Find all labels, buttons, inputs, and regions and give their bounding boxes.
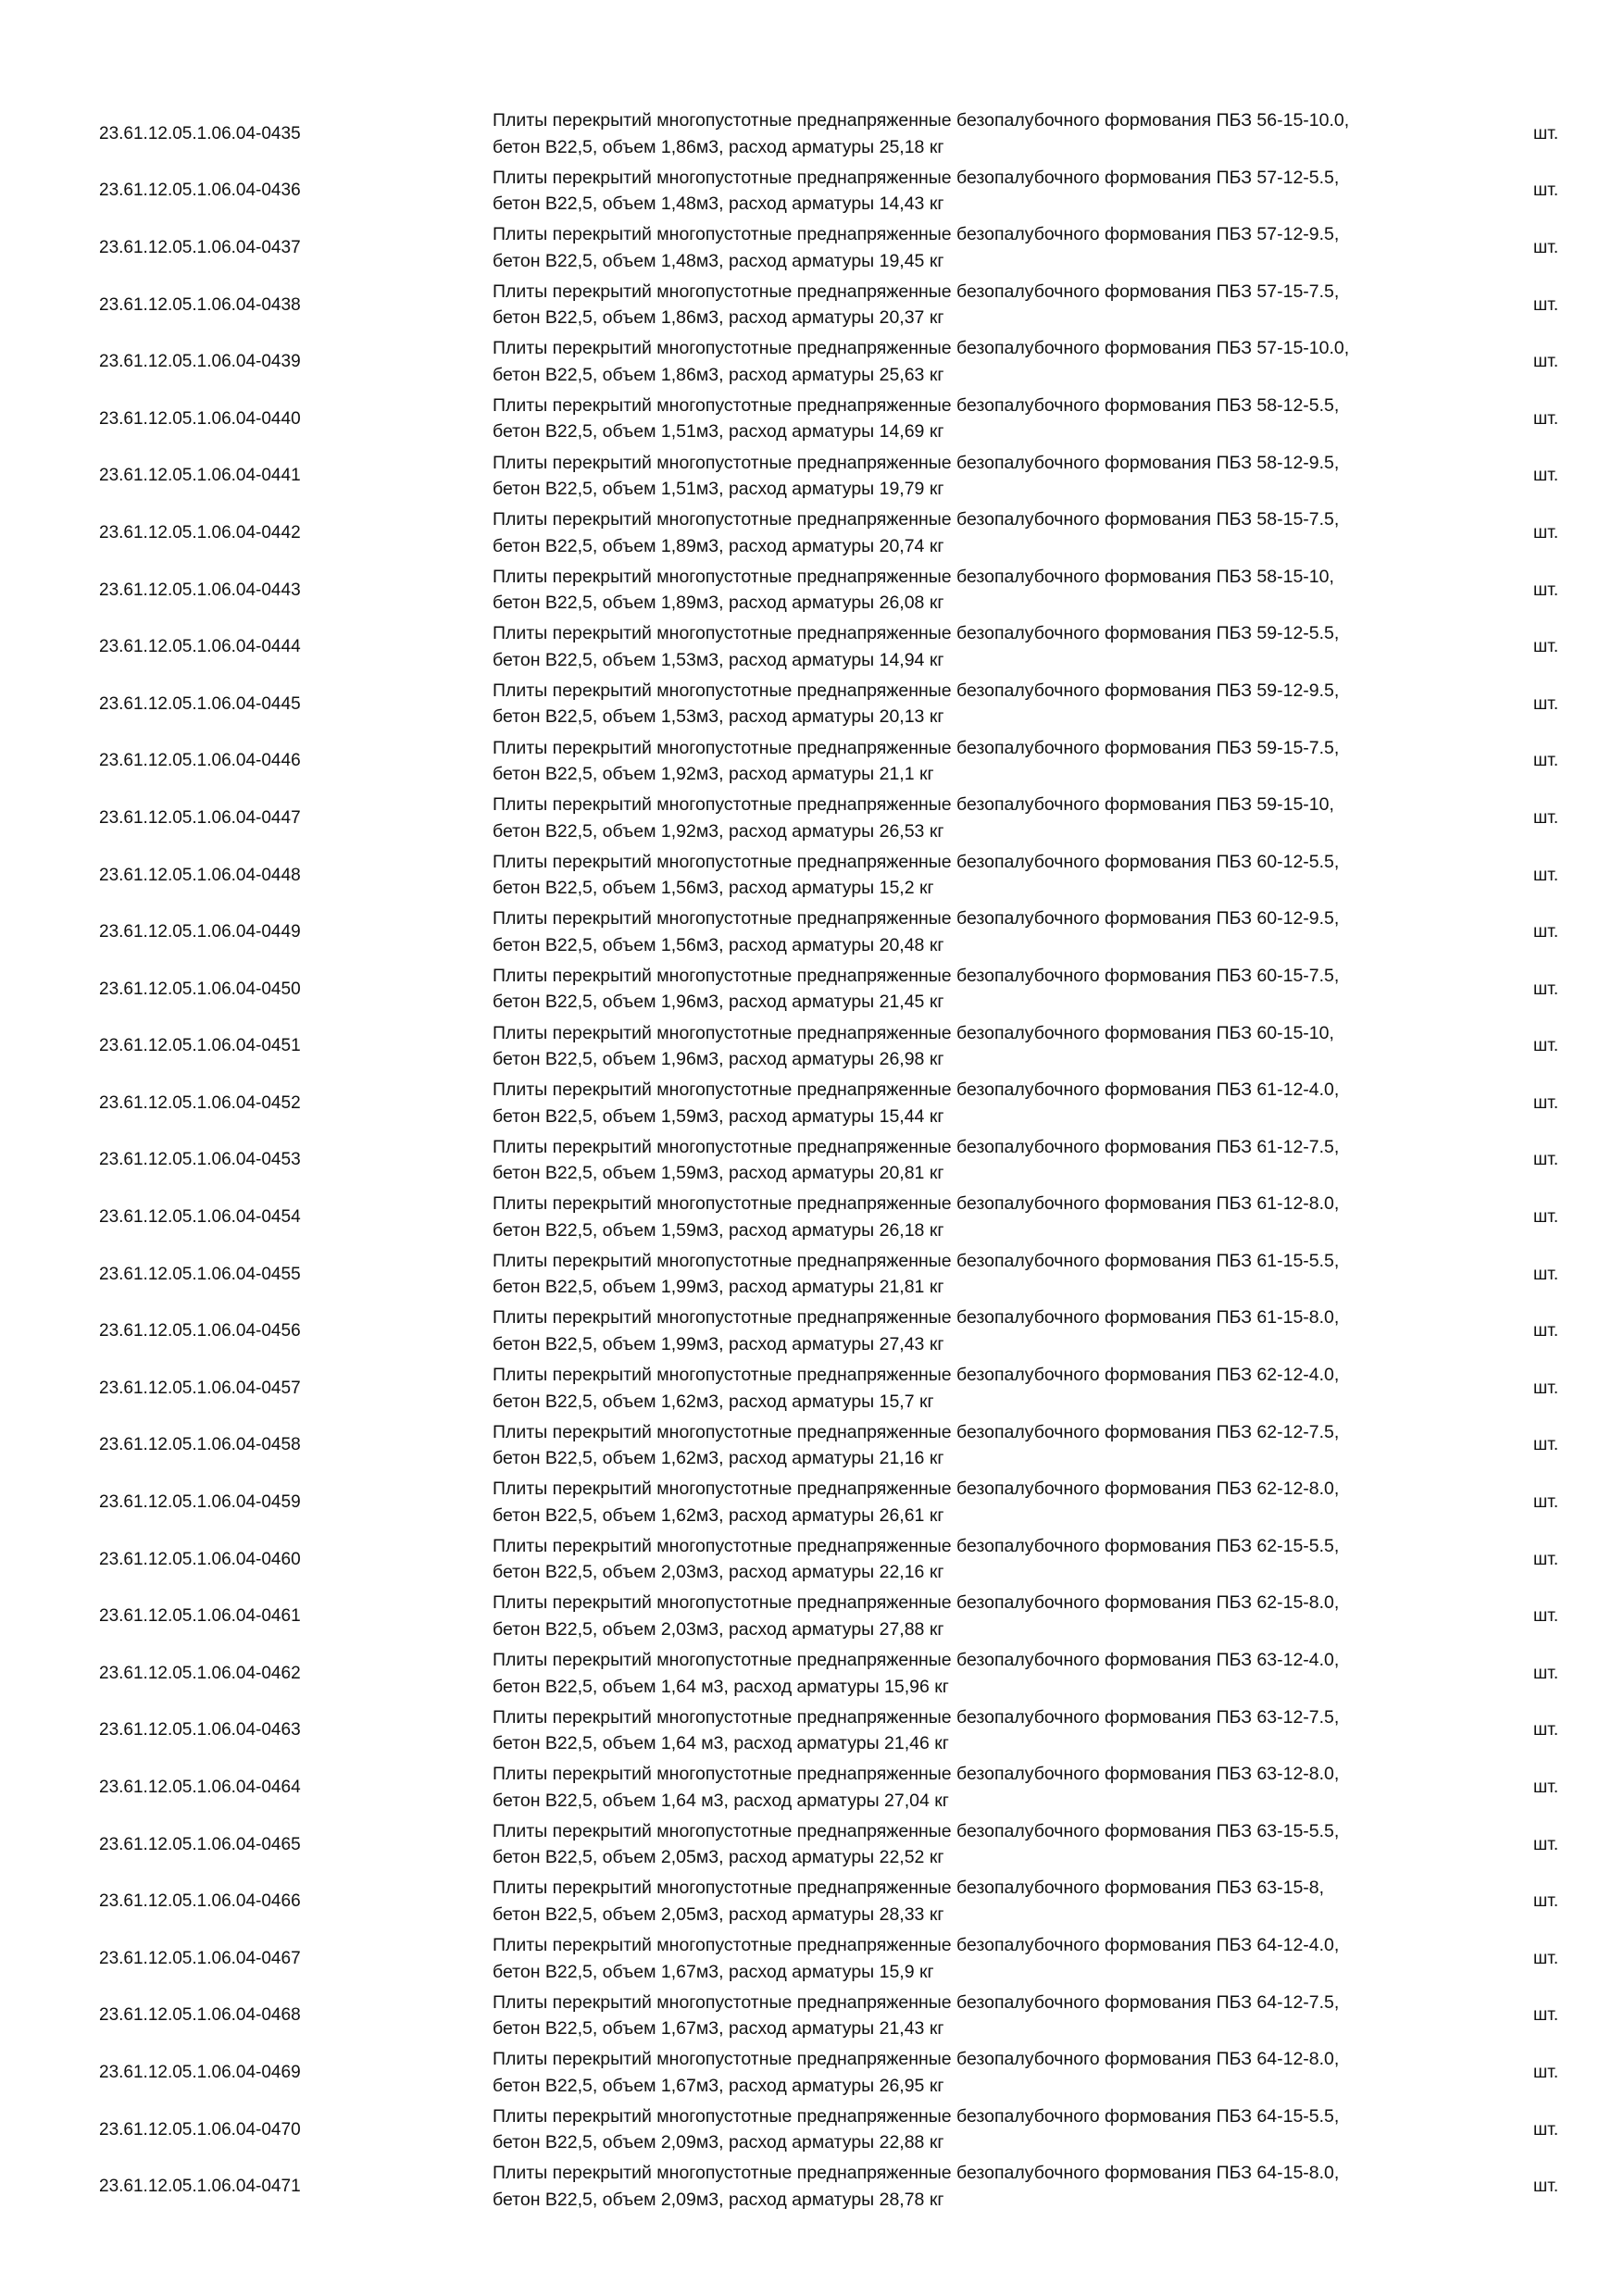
description-line-2: бетон В22,5, объем 1,48м3, расход арматуры 14,43 кг <box>493 193 944 215</box>
item-code: 23.61.12.05.1.06.04-0460 <box>99 1549 301 1569</box>
item-unit: шт. <box>1533 2005 1559 2026</box>
description-line-2: бетон В22,5, объем 1,64 м3, расход арматуры 27,04 кг <box>493 1790 949 1811</box>
item-unit: шт. <box>1533 1092 1559 1113</box>
table-row <box>0 1360 1624 1417</box>
item-description <box>493 1990 1493 2042</box>
description-line-2: бетон В22,5, объем 2,09м3, расход арматуры 28,78 кг <box>493 2189 944 2210</box>
item-code: 23.61.12.05.1.06.04-0464 <box>99 1778 301 1798</box>
item-unit: шт. <box>1533 181 1559 201</box>
item-description <box>493 450 1493 503</box>
table-row <box>0 448 1624 505</box>
description-line-1: Плиты перекрытий многопустотные преднапряженные безопалубочного формования ПБЗ 63-12-7.5, <box>493 1706 1340 1728</box>
table-row <box>0 277 1624 334</box>
description-line-2: бетон В22,5, объем 1,48м3, расход арматуры 19,45 кг <box>493 250 944 271</box>
description-line-2: бетон В22,5, объем 1,51м3, расход арматуры 19,79 кг <box>493 479 944 500</box>
description-line-2: бетон В22,5, объем 1,99м3, расход арматуры 21,81 кг <box>493 1277 944 1298</box>
description-line-1: Плиты перекрытий многопустотные преднапряженные безопалубочного формования ПБЗ 60-12-5.5, <box>493 851 1340 872</box>
item-unit: шт. <box>1533 979 1559 999</box>
item-description <box>493 1248 1493 1301</box>
item-unit: шт. <box>1533 2062 1559 2082</box>
item-unit: шт. <box>1533 693 1559 714</box>
item-description <box>493 1020 1493 1073</box>
description-line-1: Плиты перекрытий многопустотные преднапряженные безопалубочного формования ПБЗ 64-12-4.0, <box>493 1935 1340 1955</box>
description-line-1: Плиты перекрытий многопустотные преднапряженные безопалубочного формования ПБЗ 61-12-8.0, <box>493 1193 1340 1215</box>
table-row <box>0 2044 1624 2102</box>
item-unit: шт. <box>1533 123 1559 144</box>
item-unit: шт. <box>1533 1663 1559 1683</box>
item-code: 23.61.12.05.1.06.04-0468 <box>99 2005 301 2026</box>
table-row <box>0 333 1624 391</box>
table-row <box>0 904 1624 961</box>
item-unit: шт. <box>1533 1948 1559 1968</box>
table-row <box>0 1075 1624 1132</box>
item-description <box>493 506 1493 559</box>
item-code: 23.61.12.05.1.06.04-0440 <box>99 408 301 429</box>
item-description <box>493 678 1493 730</box>
description-line-2: бетон В22,5, объем 1,86м3, расход арматуры 25,18 кг <box>493 136 944 157</box>
item-description <box>493 2046 1493 2099</box>
description-line-1: Плиты перекрытий многопустотные преднапряженные безопалубочного формования ПБЗ 59-12-9.5, <box>493 680 1340 701</box>
description-line-1: Плиты перекрытий многопустотные преднапряженные безопалубочного формования ПБЗ 64-15-8.0, <box>493 2163 1340 2184</box>
description-line-2: бетон В22,5, объем 1,62м3, расход арматуры 21,16 кг <box>493 1448 944 1469</box>
item-description <box>493 905 1493 958</box>
table-row <box>0 1816 1624 1874</box>
description-line-1: Плиты перекрытий многопустотные преднапряженные безопалубочного формования ПБЗ 62-15-5.5, <box>493 1535 1340 1556</box>
table-row <box>0 790 1624 847</box>
item-description <box>493 1761 1493 1814</box>
item-unit: шт. <box>1533 865 1559 885</box>
description-line-1: Плиты перекрытий многопустотные преднапряженные безопалубочного формования ПБЗ 59-12-5.5, <box>493 623 1340 644</box>
description-line-1: Плиты перекрытий многопустотные преднапряженные безопалубочного формования ПБЗ 61-12-4.0, <box>493 1079 1340 1101</box>
description-line-1: Плиты перекрытий многопустотные преднапряженные безопалубочного формования ПБЗ 59-15-7.5, <box>493 737 1340 758</box>
item-code: 23.61.12.05.1.06.04-0470 <box>99 2119 301 2140</box>
item-code: 23.61.12.05.1.06.04-0453 <box>99 1150 301 1170</box>
table-row <box>0 1873 1624 1930</box>
table-row <box>0 1759 1624 1816</box>
description-line-2: бетон В22,5, объем 1,86м3, расход арматуры 25,63 кг <box>493 364 944 385</box>
table-row <box>0 1417 1624 1475</box>
description-line-1: Плиты перекрытий многопустотные преднапряженные безопалубочного формования ПБЗ 58-12-9.5, <box>493 452 1340 473</box>
item-code: 23.61.12.05.1.06.04-0450 <box>99 979 301 999</box>
item-unit: шт. <box>1533 2119 1559 2140</box>
description-line-1: Плиты перекрытий многопустотные преднапряженные безопалубочного формования ПБЗ 57-15-7.5, <box>493 281 1340 302</box>
table-row <box>0 1132 1624 1190</box>
description-line-2: бетон В22,5, объем 2,09м3, расход арматуры 22,88 кг <box>493 2132 944 2153</box>
description-line-2: бетон В22,5, объем 1,53м3, расход арматуры 20,13 кг <box>493 706 944 728</box>
item-code: 23.61.12.05.1.06.04-0452 <box>99 1092 301 1113</box>
item-unit: шт. <box>1533 1321 1559 1341</box>
table-row <box>0 1303 1624 1360</box>
table-row <box>0 733 1624 791</box>
item-unit: шт. <box>1533 1778 1559 1798</box>
item-description <box>493 1476 1493 1529</box>
description-line-1: Плиты перекрытий многопустотные преднапряженные безопалубочного формования ПБЗ 59-15-10, <box>493 794 1334 816</box>
description-line-1: Плиты перекрытий многопустотные преднапряженные безопалубочного формования ПБЗ 58-15-7.5, <box>493 509 1340 530</box>
item-unit: шт. <box>1533 1834 1559 1854</box>
description-line-1: Плиты перекрытий многопустотные преднапряженные безопалубочного формования ПБЗ 64-12-7.5, <box>493 1991 1340 2013</box>
table-row <box>0 2102 1624 2159</box>
item-unit: шт. <box>1533 237 1559 257</box>
item-description <box>493 849 1493 902</box>
description-line-1: Плиты перекрытий многопустотные преднапряженные безопалубочного формования ПБЗ 57-12-5.5, <box>493 167 1340 188</box>
item-code: 23.61.12.05.1.06.04-0456 <box>99 1321 301 1341</box>
description-line-2: бетон В22,5, объем 1,53м3, расход арматуры 14,94 кг <box>493 649 944 670</box>
item-unit: шт. <box>1533 1492 1559 1513</box>
description-line-2: бетон В22,5, объем 1,67м3, расход арматуры 21,43 кг <box>493 2018 944 2040</box>
description-line-2: бетон В22,5, объем 1,62м3, расход арматуры 26,61 кг <box>493 1504 944 1526</box>
description-line-2: бетон В22,5, объем 1,92м3, расход арматуры 26,53 кг <box>493 820 944 842</box>
item-description <box>493 1932 1493 1985</box>
description-line-2: бетон В22,5, объем 1,89м3, расход арматуры 26,08 кг <box>493 593 944 614</box>
description-line-2: бетон В22,5, объем 1,51м3, расход арматуры 14,69 кг <box>493 421 944 443</box>
item-code: 23.61.12.05.1.06.04-0467 <box>99 1948 301 1968</box>
item-unit: шт. <box>1533 922 1559 942</box>
item-description <box>493 735 1493 788</box>
item-unit: шт. <box>1533 751 1559 771</box>
table-row <box>0 163 1624 220</box>
item-code: 23.61.12.05.1.06.04-0449 <box>99 922 301 942</box>
item-unit: шт. <box>1533 1435 1559 1455</box>
item-description <box>493 279 1493 331</box>
description-line-2: бетон В22,5, объем 1,59м3, расход арматуры 26,18 кг <box>493 1219 944 1241</box>
item-code: 23.61.12.05.1.06.04-0458 <box>99 1435 301 1455</box>
table-row <box>0 562 1624 619</box>
item-unit: шт. <box>1533 1207 1559 1228</box>
description-line-1: Плиты перекрытий многопустотные преднапряженные безопалубочного формования ПБЗ 63-12-8.0, <box>493 1764 1340 1785</box>
table-row <box>0 1189 1624 1246</box>
item-description <box>493 1590 1493 1642</box>
item-description <box>493 1362 1493 1415</box>
description-line-1: Плиты перекрытий многопустотные преднапряженные безопалубочного формования ПБЗ 63-12-4.0, <box>493 1650 1340 1671</box>
item-code: 23.61.12.05.1.06.04-0443 <box>99 580 301 600</box>
description-line-2: бетон В22,5, объем 1,67м3, расход арматуры 15,9 кг <box>493 1961 934 1982</box>
item-code: 23.61.12.05.1.06.04-0439 <box>99 352 301 372</box>
description-line-2: бетон В22,5, объем 1,62м3, расход арматуры 15,7 кг <box>493 1391 934 1412</box>
description-line-2: бетон В22,5, объем 1,86м3, расход арматуры 20,37 кг <box>493 307 944 329</box>
item-unit: шт. <box>1533 1891 1559 1912</box>
description-line-2: бетон В22,5, объем 1,59м3, расход арматуры 15,44 кг <box>493 1105 944 1127</box>
table-row <box>0 961 1624 1018</box>
item-description <box>493 335 1493 388</box>
item-code: 23.61.12.05.1.06.04-0463 <box>99 1720 301 1741</box>
item-description <box>493 1647 1493 1700</box>
description-line-2: бетон В22,5, объем 1,56м3, расход арматуры 15,2 кг <box>493 878 934 899</box>
table-row <box>0 676 1624 733</box>
price-table <box>0 106 1624 2215</box>
item-code: 23.61.12.05.1.06.04-0442 <box>99 522 301 543</box>
description-line-1: Плиты перекрытий многопустотные преднапряженные безопалубочного формования ПБЗ 57-15-10.0, <box>493 338 1350 359</box>
description-line-1: Плиты перекрытий многопустотные преднапряженные безопалубочного формования ПБЗ 60-15-10, <box>493 1022 1334 1043</box>
table-row <box>0 1531 1624 1589</box>
table-row <box>0 1474 1624 1531</box>
description-line-1: Плиты перекрытий многопустотные преднапряженные безопалубочного формования ПБЗ 56-15-10.0, <box>493 110 1350 131</box>
item-code: 23.61.12.05.1.06.04-0447 <box>99 807 301 828</box>
description-line-1: Плиты перекрытий многопустотные преднапряженные безопалубочного формования ПБЗ 61-12-7.5, <box>493 1136 1340 1157</box>
description-line-2: бетон В22,5, объем 2,03м3, расход арматуры 22,16 кг <box>493 1562 944 1583</box>
item-unit: шт. <box>1533 2177 1559 2197</box>
item-unit: шт. <box>1533 1378 1559 1398</box>
item-code: 23.61.12.05.1.06.04-0441 <box>99 466 301 486</box>
item-code: 23.61.12.05.1.06.04-0462 <box>99 1663 301 1683</box>
item-description <box>493 564 1493 617</box>
item-description <box>493 1704 1493 1757</box>
item-unit: шт. <box>1533 408 1559 429</box>
table-row <box>0 1018 1624 1076</box>
description-line-1: Плиты перекрытий многопустотные преднапряженные безопалубочного формования ПБЗ 58-12-5.5, <box>493 394 1340 416</box>
item-code: 23.61.12.05.1.06.04-0451 <box>99 1036 301 1056</box>
table-row <box>0 1988 1624 2045</box>
item-description <box>493 1818 1493 1871</box>
item-unit: шт. <box>1533 352 1559 372</box>
table-row <box>0 505 1624 562</box>
item-description <box>493 1875 1493 1928</box>
item-unit: шт. <box>1533 637 1559 657</box>
item-unit: шт. <box>1533 1720 1559 1741</box>
item-code: 23.61.12.05.1.06.04-0435 <box>99 123 301 144</box>
item-description <box>493 2103 1493 2156</box>
description-line-1: Плиты перекрытий многопустотные преднапряженные безопалубочного формования ПБЗ 63-15-8, <box>493 1878 1325 1899</box>
item-description <box>493 1134 1493 1187</box>
item-unit: шт. <box>1533 1036 1559 1056</box>
table-row <box>0 391 1624 448</box>
description-line-1: Плиты перекрытий многопустотные преднапряженные безопалубочного формования ПБЗ 58-15-10, <box>493 566 1334 587</box>
description-line-2: бетон В22,5, объем 1,64 м3, расход арматуры 15,96 кг <box>493 1676 949 1697</box>
description-line-1: Плиты перекрытий многопустотные преднапряженные безопалубочного формования ПБЗ 62-12-4.0, <box>493 1365 1340 1386</box>
item-code: 23.61.12.05.1.06.04-0469 <box>99 2062 301 2082</box>
description-line-1: Плиты перекрытий многопустотные преднапряженные безопалубочного формования ПБЗ 60-15-7.5, <box>493 965 1340 986</box>
table-row <box>0 1588 1624 1645</box>
description-line-1: Плиты перекрытий многопустотные преднапряженные безопалубочного формования ПБЗ 61-15-8.0, <box>493 1307 1340 1329</box>
item-description <box>493 1304 1493 1357</box>
description-line-2: бетон В22,5, объем 2,03м3, расход арматуры 27,88 кг <box>493 1618 944 1640</box>
item-code: 23.61.12.05.1.06.04-0436 <box>99 181 301 201</box>
description-line-1: Плиты перекрытий многопустотные преднапряженные безопалубочного формования ПБЗ 64-12-8.0, <box>493 2049 1340 2070</box>
table-row <box>0 1645 1624 1703</box>
description-line-2: бетон В22,5, объем 2,05м3, расход арматуры 22,52 кг <box>493 1847 944 1868</box>
item-unit: шт. <box>1533 580 1559 600</box>
item-description <box>493 620 1493 673</box>
description-line-2: бетон В22,5, объем 1,96м3, расход арматуры 26,98 кг <box>493 1049 944 1069</box>
item-code: 23.61.12.05.1.06.04-0465 <box>99 1834 301 1854</box>
description-line-1: Плиты перекрытий многопустотные преднапряженные безопалубочного формования ПБЗ 63-15-5.5, <box>493 1820 1340 1841</box>
item-description <box>493 1077 1493 1129</box>
item-description <box>493 393 1493 445</box>
description-line-2: бетон В22,5, объем 1,99м3, расход арматуры 27,43 кг <box>493 1333 944 1354</box>
item-unit: шт. <box>1533 807 1559 828</box>
description-line-2: бетон В22,5, объем 1,56м3, расход арматуры 20,48 кг <box>493 934 944 955</box>
item-description <box>493 165 1493 218</box>
table-row <box>0 106 1624 163</box>
description-line-2: бетон В22,5, объем 1,89м3, расход арматуры 20,74 кг <box>493 535 944 556</box>
table-row <box>0 847 1624 905</box>
item-code: 23.61.12.05.1.06.04-0455 <box>99 1264 301 1284</box>
item-description <box>493 1533 1493 1586</box>
item-code: 23.61.12.05.1.06.04-0438 <box>99 294 301 315</box>
item-code: 23.61.12.05.1.06.04-0448 <box>99 865 301 885</box>
item-description <box>493 1419 1493 1472</box>
table-row <box>0 1703 1624 1760</box>
item-code: 23.61.12.05.1.06.04-0445 <box>99 693 301 714</box>
item-unit: шт. <box>1533 1549 1559 1569</box>
description-line-1: Плиты перекрытий многопустотные преднапряженные безопалубочного формования ПБЗ 62-12-7.5, <box>493 1421 1340 1442</box>
description-line-1: Плиты перекрытий многопустотные преднапряженные безопалубочного формования ПБЗ 61-15-5.5, <box>493 1250 1340 1271</box>
table-row <box>0 2158 1624 2215</box>
table-row <box>0 618 1624 676</box>
description-line-2: бетон В22,5, объем 1,59м3, расход арматуры 20,81 кг <box>493 1163 944 1184</box>
description-line-2: бетон В22,5, объем 1,64 м3, расход арматуры 21,46 кг <box>493 1733 949 1754</box>
item-code: 23.61.12.05.1.06.04-0446 <box>99 751 301 771</box>
description-line-1: Плиты перекрытий многопустотные преднапряженные безопалубочного формования ПБЗ 62-15-8.0, <box>493 1592 1340 1614</box>
item-unit: шт. <box>1533 1150 1559 1170</box>
item-description <box>493 107 1493 160</box>
item-description <box>493 2160 1493 2213</box>
item-unit: шт. <box>1533 1606 1559 1627</box>
description-line-2: бетон В22,5, объем 1,92м3, расход арматуры 21,1 кг <box>493 764 934 785</box>
item-description <box>493 792 1493 844</box>
table-row <box>0 219 1624 277</box>
item-unit: шт. <box>1533 522 1559 543</box>
item-code: 23.61.12.05.1.06.04-0461 <box>99 1606 301 1627</box>
item-unit: шт. <box>1533 1264 1559 1284</box>
item-code: 23.61.12.05.1.06.04-0471 <box>99 2177 301 2197</box>
description-line-1: Плиты перекрытий многопустотные преднапряженные безопалубочного формования ПБЗ 57-12-9.5, <box>493 224 1340 245</box>
item-code: 23.61.12.05.1.06.04-0457 <box>99 1378 301 1398</box>
item-code: 23.61.12.05.1.06.04-0459 <box>99 1492 301 1513</box>
description-line-2: бетон В22,5, объем 1,67м3, расход арматуры 26,95 кг <box>493 2075 944 2096</box>
table-row <box>0 1246 1624 1304</box>
item-code: 23.61.12.05.1.06.04-0444 <box>99 637 301 657</box>
item-code: 23.61.12.05.1.06.04-0466 <box>99 1891 301 1912</box>
item-description <box>493 1191 1493 1243</box>
description-line-1: Плиты перекрытий многопустотные преднапряженные безопалубочного формования ПБЗ 64-15-5.5, <box>493 2105 1340 2127</box>
description-line-2: бетон В22,5, объем 1,96м3, расход арматуры 21,45 кг <box>493 992 944 1013</box>
item-unit: шт. <box>1533 466 1559 486</box>
item-code: 23.61.12.05.1.06.04-0437 <box>99 237 301 257</box>
item-description <box>493 963 1493 1016</box>
description-line-1: Плиты перекрытий многопустотные преднапряженные безопалубочного формования ПБЗ 62-12-8.0, <box>493 1479 1340 1500</box>
item-description <box>493 221 1493 274</box>
description-line-1: Плиты перекрытий многопустотные преднапряженные безопалубочного формования ПБЗ 60-12-9.5, <box>493 908 1340 930</box>
item-unit: шт. <box>1533 294 1559 315</box>
item-code: 23.61.12.05.1.06.04-0454 <box>99 1207 301 1228</box>
table-row <box>0 1930 1624 1988</box>
description-line-2: бетон В22,5, объем 2,05м3, расход арматуры 28,33 кг <box>493 1903 944 1925</box>
